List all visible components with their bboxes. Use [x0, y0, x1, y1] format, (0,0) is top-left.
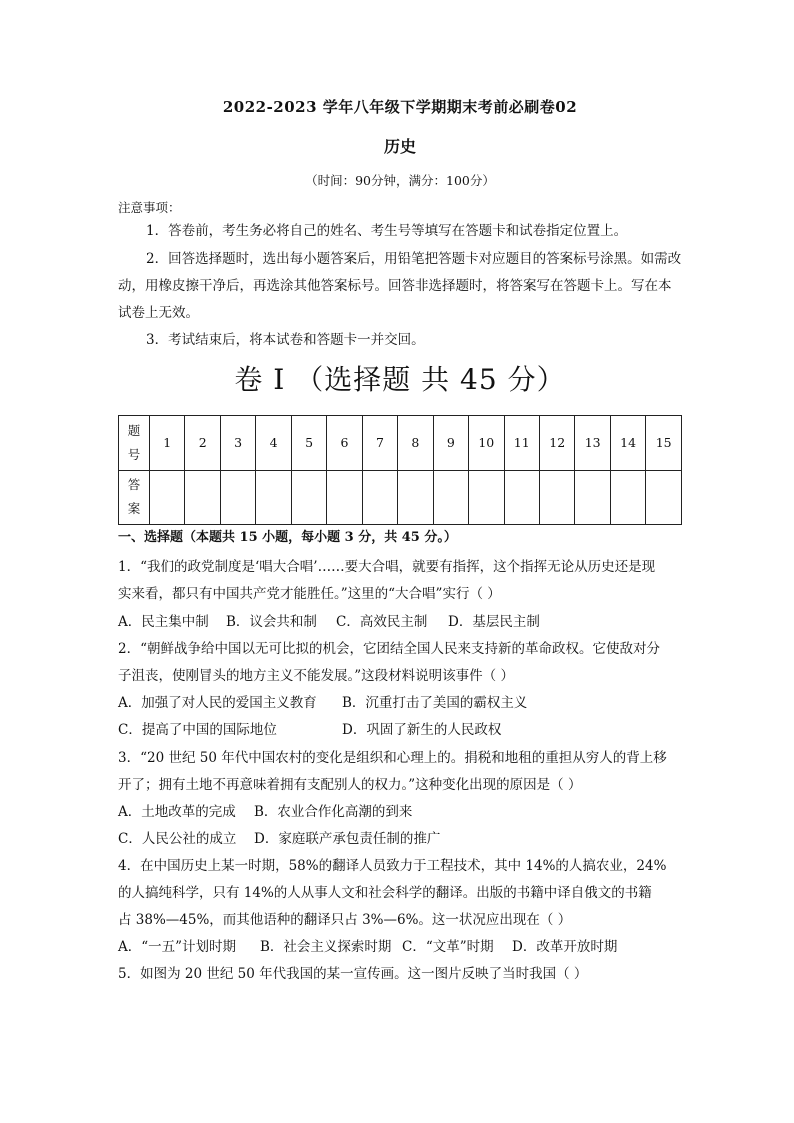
question-number-cell: 12: [539, 416, 574, 471]
note-item: 1．答卷前，考生务必将自己的姓名、考生号等填写在答题卡和试卷指定位置上。: [146, 223, 628, 239]
question-number-cell: 1: [150, 416, 185, 471]
option-b[interactable]: B．沉重打击了美国的霸权主义: [342, 695, 528, 711]
option-line: [118, 610, 682, 630]
answer-table: [118, 415, 682, 525]
question-stem-line: 占 38%—45%，而其他语种的翻译只占 3%—6%。这一状况应出现在（ ）: [118, 912, 572, 928]
option-c[interactable]: C．人民公社的成立: [118, 831, 237, 847]
answer-cell[interactable]: [469, 470, 504, 525]
question-number-cell: 9: [433, 416, 468, 471]
answer-cell[interactable]: [362, 470, 397, 525]
question-number-cell: 15: [646, 416, 682, 471]
note-item: 2．回答选择题时，选出每小题答案后，用铅笔把答题卡对应题目的答案标号涂黑。如需改动，用橡皮擦干净后，再选涂其他答案标号。回答非选择题时，将答案写在答题卡上。写在本试卷上无效。: [118, 251, 682, 321]
option-a[interactable]: A．“一五”计划时期: [118, 939, 237, 955]
exam-title: 2022-2023 学年八年级下学期期末考前必刷卷02: [222, 98, 578, 116]
row-header: [119, 470, 150, 525]
subject-title: 历史: [383, 137, 416, 156]
table-row: [119, 416, 682, 471]
question-number-cell: 5: [291, 416, 326, 471]
notes-heading: 注意事项：: [118, 200, 181, 215]
answer-cell[interactable]: [433, 470, 468, 525]
option-c[interactable]: C．“文革”时期: [402, 939, 494, 955]
option-d[interactable]: D．改革开放时期: [512, 939, 618, 955]
row-header: [119, 416, 150, 471]
answer-cell[interactable]: [150, 470, 185, 525]
option-d[interactable]: D．巩固了新生的人民政权: [342, 722, 502, 738]
question-stem-line: 子沮丧，使刚冒头的地方主义不能发展。”这段材料说明该事件（ ）: [118, 668, 514, 684]
question-number-cell: 3: [220, 416, 255, 471]
answer-cell[interactable]: [220, 470, 255, 525]
question-stem-line: 5．如图为 20 世纪 50 年代我国的某一宣传画。这一图片反映了当时我国（ ）: [118, 966, 588, 982]
option-line: [118, 718, 682, 738]
option-a[interactable]: A．土地改革的完成: [118, 804, 236, 820]
row-header-char: 答: [127, 477, 141, 493]
answer-cell[interactable]: [575, 470, 610, 525]
question-stem-line: 实来看，都只有中国共产党才能胜任。”这里的“大合唱”实行（ ）: [118, 586, 501, 602]
question-stem-line: 4．在中国历史上某一时期，58%的翻译人员致力于工程技术，其中 14%的人搞农业，24%: [118, 858, 667, 874]
answer-cell[interactable]: [646, 470, 682, 525]
option-line: [118, 935, 682, 955]
section-title: 卷 I （选择题 共 45 分）: [234, 363, 566, 396]
answer-cell[interactable]: [327, 470, 362, 525]
row-header-char: 案: [127, 501, 141, 517]
option-d[interactable]: D．家庭联产承包责任制的推广: [254, 831, 441, 847]
option-c[interactable]: C．提高了中国的国际地位: [118, 722, 277, 738]
answer-cell[interactable]: [256, 470, 291, 525]
answer-cell[interactable]: [504, 470, 539, 525]
option-b[interactable]: B．议会共和制: [226, 614, 317, 630]
note-item: 3．考试结束后，将本试卷和答题卡一并交回。: [146, 332, 425, 348]
option-a[interactable]: A．加强了对人民的爱国主义教育: [118, 695, 317, 711]
section-heading: 一、选择题（本题共 15 小题，每小题 3 分，共 45 分。）: [118, 530, 457, 545]
question-stem-line: 开了；拥有土地不再意味着拥有支配别人的权力。”这种变化出现的原因是（ ）: [118, 777, 582, 793]
question-number-cell: 6: [327, 416, 362, 471]
answer-cell[interactable]: [398, 470, 433, 525]
option-d[interactable]: D．基层民主制: [448, 614, 540, 630]
row-header-char: 号: [127, 446, 141, 462]
question-number-cell: 10: [469, 416, 504, 471]
option-b[interactable]: B．社会主义探索时期: [260, 939, 392, 955]
option-c[interactable]: C．高效民主制: [336, 614, 428, 630]
row-header-char: 题: [127, 422, 141, 438]
question-number-cell: 13: [575, 416, 610, 471]
question-stem-line: 3．“20 世纪 50 年代中国农村的变化是组织和心理上的。捐税和地租的重担从穷人的背上移: [118, 750, 667, 766]
question-number-cell: 7: [362, 416, 397, 471]
option-a[interactable]: A．民主集中制: [118, 614, 209, 630]
table-row: [119, 470, 682, 525]
question-number-cell: 8: [398, 416, 433, 471]
option-b[interactable]: B．农业合作化高潮的到来: [254, 804, 413, 820]
option-line: [118, 691, 682, 711]
answer-cell[interactable]: [610, 470, 645, 525]
answer-cell[interactable]: [185, 470, 220, 525]
question-stem-line: 的人搞纯科学，只有 14%的人从事人文和社会科学的翻译。出版的书籍中译自俄文的书籍: [118, 885, 652, 901]
question-stem-line: 1．“我们的政党制度是‘唱大合唱’……要大合唱，就要有指挥，这个指挥无论从历史还是现: [118, 559, 656, 575]
question-stem-line: 2．“朝鲜战争给中国以无可比拟的机会，它团结全国人民来支持新的革命政权。它使敌对分: [118, 641, 660, 657]
question-number-cell: 2: [185, 416, 220, 471]
time-info: （时间：90分钟，满分：100分）: [305, 173, 495, 188]
option-line: [118, 827, 682, 847]
question-number-cell: 14: [610, 416, 645, 471]
option-line: [118, 800, 682, 820]
question-number-cell: 4: [256, 416, 291, 471]
question-number-cell: 11: [504, 416, 539, 471]
answer-cell[interactable]: [539, 470, 574, 525]
answer-cell[interactable]: [291, 470, 326, 525]
